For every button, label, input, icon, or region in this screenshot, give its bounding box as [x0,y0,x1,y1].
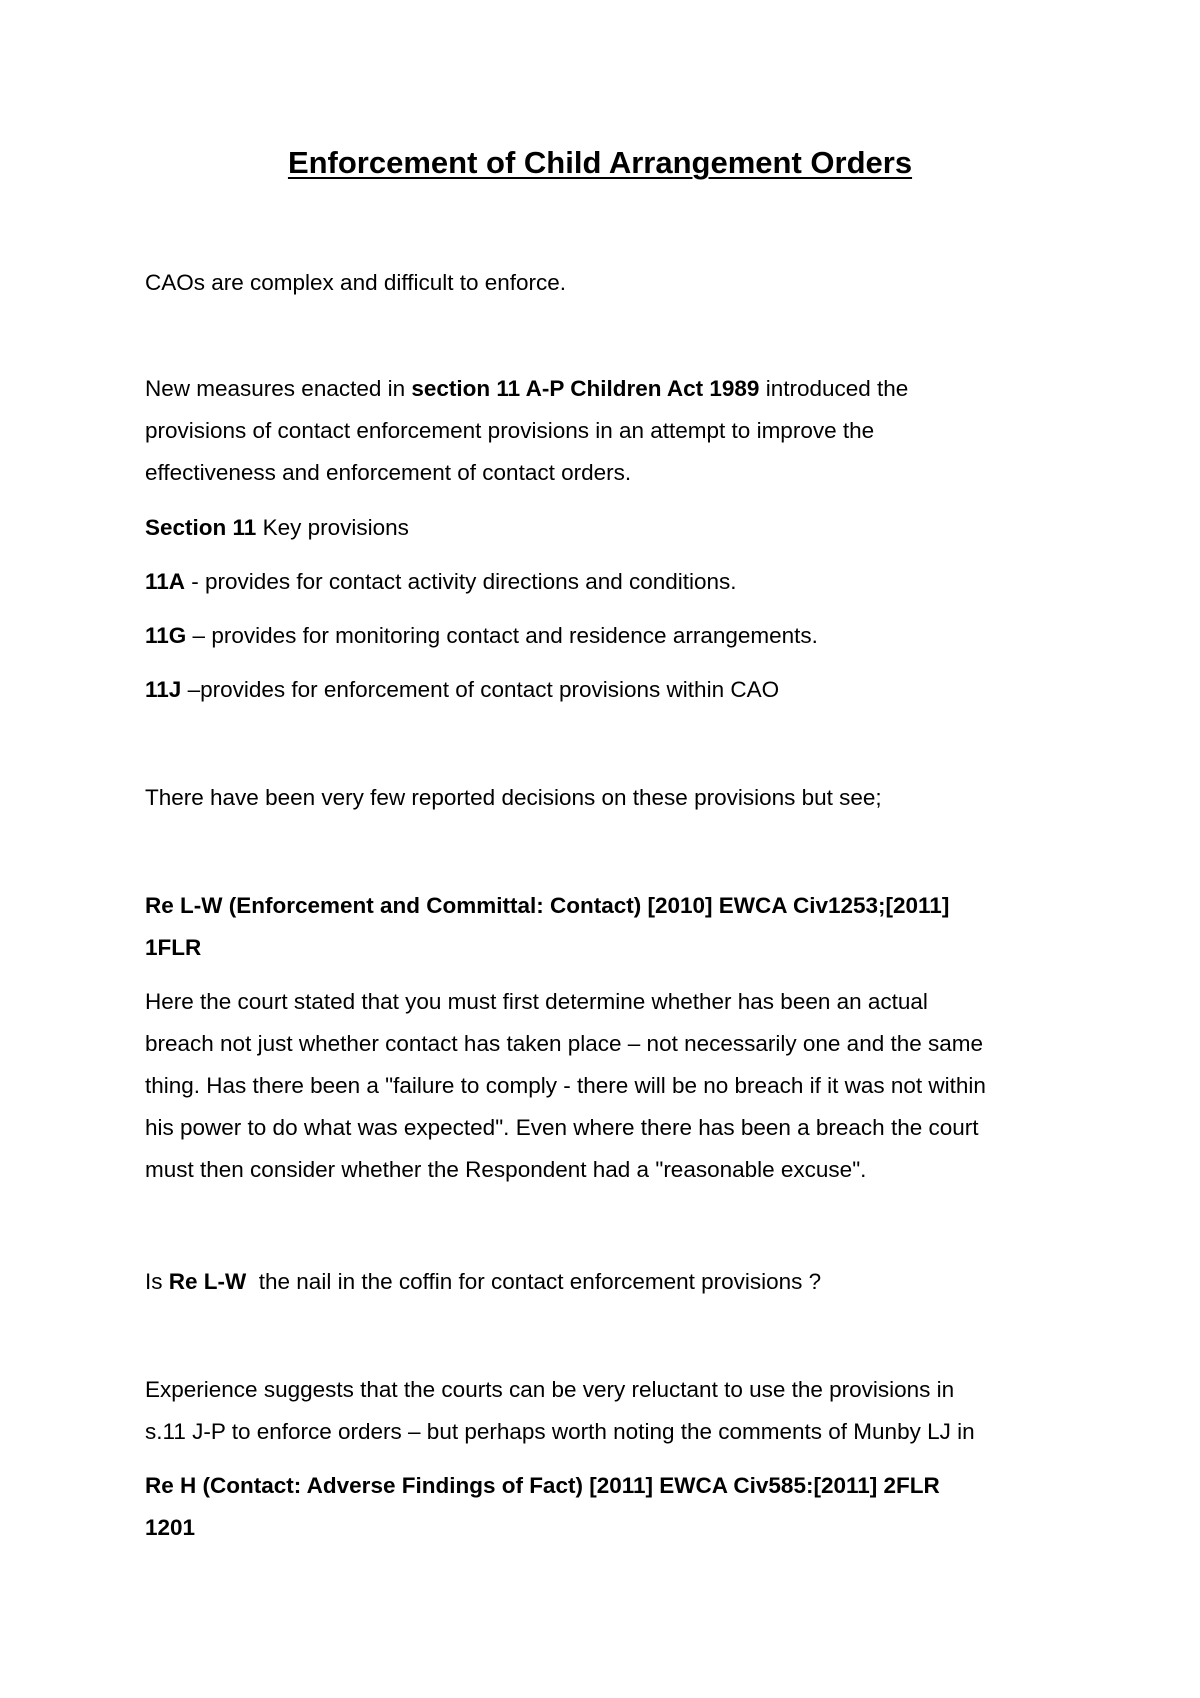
intro-paragraph [145,262,1075,304]
provision-11j [145,669,1075,711]
case1-line1: Re L-W (Enforcement and Committal: Contact) [2010] EWCA Civ1253;[2011] [145,893,950,918]
key-provisions-bold: Section 11 [145,515,257,540]
experience-paragraph [145,1369,1075,1453]
case1-line2: 1FLR [145,935,202,960]
experience-line: s.11 J-P to enforce orders – but perhaps worth noting the comments of Munby LJ in [145,1419,975,1444]
measures-lead: New measures enacted in [145,376,412,401]
few-decisions-paragraph [145,777,1075,819]
case1-text-line: must then consider whether the Respondent had a "reasonable excuse". [145,1157,867,1182]
case2-line1: Re H (Contact: Adverse Findings of Fact) [2011] EWCA Civ585:[2011] 2FLR [145,1473,940,1498]
provision-text: - provides for contact activity directions and conditions. [185,569,737,594]
case1-text-line: thing. Has there been a "failure to comply - there will be no breach if it was not within [145,1073,986,1098]
experience-line: Experience suggests that the courts can be very reluctant to use the provisions in [145,1377,955,1402]
question-case: Re L-W [168,1269,247,1294]
case1-text-line: his power to do what was expected". Even where there has been a breach the court [145,1115,979,1140]
measures-line3: effectiveness and enforcement of contact orders. [145,460,632,485]
provision-text: – provides for monitoring contact and residence arrangements. [186,623,818,648]
provision-code: 11A [145,569,186,594]
provision-text: –provides for enforcement of contact provisions within CAO [181,677,780,702]
question-rest: the nail in the coffin for contact enforcement provisions ? [246,1269,822,1294]
measures-paragraph [145,368,1075,494]
case2-line2: 1201 [145,1515,196,1540]
case-citation-re-h [145,1465,1075,1549]
measures-line1-tail: introduced the [759,376,909,401]
few-decisions-text: There have been very few reported decisions on these provisions but see; [145,785,882,810]
intro-text: CAOs are complex and difficult to enforce. [145,270,567,295]
case1-text-line: Here the court stated that you must first determine whether has been an actual [145,989,928,1014]
document-title: Enforcement of Child Arrangement Orders [287,145,913,180]
key-provisions-heading [145,507,1075,549]
case1-text-line: breach not just whether contact has taken place – not necessarily one and the same [145,1031,984,1056]
provision-11g [145,615,1075,657]
measures-line2: provisions of contact enforcement provisions in an attempt to improve the [145,418,875,443]
key-provisions-rest: Key provisions [256,515,409,540]
measures-statute: section 11 A-P Children Act 1989 [411,376,760,401]
case-citation-re-lw [145,885,1075,969]
provision-code: 11J [145,677,182,702]
provision-11a [145,561,1075,603]
question-lead: Is [145,1269,169,1294]
question-paragraph [145,1261,1075,1303]
provision-code: 11G [145,623,187,648]
case1-summary-paragraph [145,981,1075,1191]
